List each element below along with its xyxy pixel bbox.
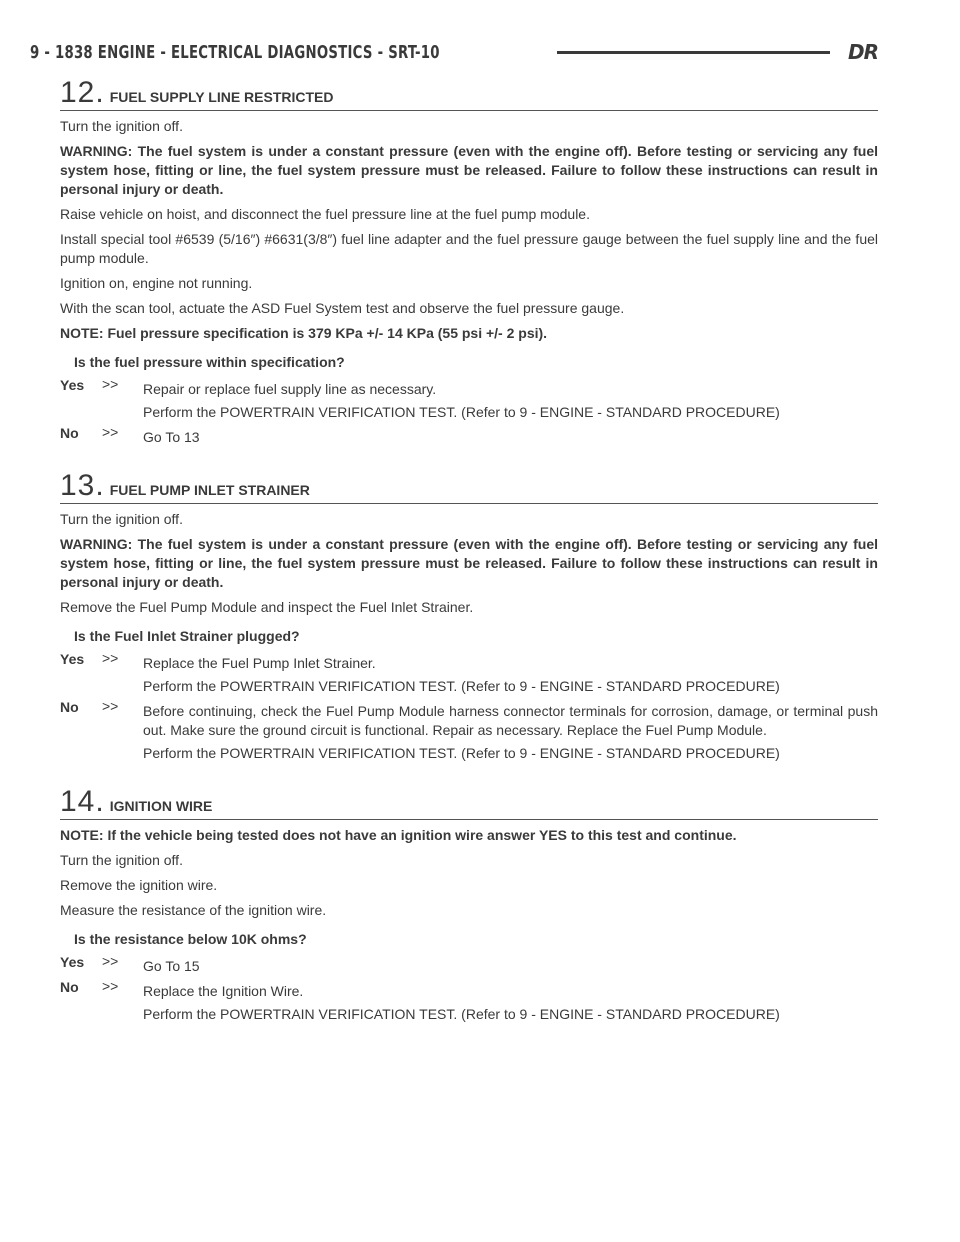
step-title: FUEL PUMP INLET STRAINER	[109, 482, 310, 498]
answer-text: Perform the POWERTRAIN VERIFICATION TEST. (Refer to 9 - ENGINE - STANDARD PROCEDURE)	[143, 678, 780, 694]
answer-yes	[60, 953, 878, 980]
step-question: Is the resistance below 10K ohms?	[74, 931, 307, 947]
answer-text: Replace the Ignition Wire.	[143, 983, 304, 999]
header-rule	[557, 51, 830, 54]
note-text: NOTE: If the vehicle being tested does not have an ignition wire answer YES to this test and continue.	[60, 827, 737, 843]
answer-label: No	[60, 425, 79, 441]
answer-text: Go To 15	[143, 958, 200, 974]
answer-yes	[60, 650, 878, 700]
instruction-text: Remove the ignition wire.	[60, 877, 218, 893]
instruction-text: Turn the ignition off.	[60, 852, 183, 868]
instruction-text: Ignition on, engine not running.	[60, 275, 253, 291]
answer-no	[60, 424, 878, 451]
warning-text: WARNING: The fuel system is under a constant pressure (even with the engine off). Before testing or servicing any fuel system hose, fitting or line, the fuel system pressure must be released. Failure to follow these instructions can result in personal injury or death.	[60, 536, 878, 590]
step-number: 12	[60, 76, 96, 109]
answer-arrow: >>	[102, 953, 119, 969]
answer-arrow: >>	[102, 376, 119, 392]
page-header	[30, 40, 878, 64]
answer-text: Repair or replace fuel supply line as necessary.	[143, 381, 437, 397]
answer-text: Perform the POWERTRAIN VERIFICATION TEST. (Refer to 9 - ENGINE - STANDARD PROCEDURE)	[143, 1006, 780, 1022]
answer-arrow: >>	[102, 424, 119, 440]
step-number: 13	[60, 469, 96, 502]
document-body	[60, 78, 878, 1030]
answer-label: No	[60, 979, 79, 995]
step-question: Is the Fuel Inlet Strainer plugged?	[74, 628, 300, 644]
step-title: IGNITION WIRE	[109, 798, 213, 814]
page-header-title: 9 - 1838 ENGINE - ELECTRICAL DIAGNOSTICS - SRT-10	[30, 41, 440, 63]
step-question: Is the fuel pressure within specification?	[74, 354, 345, 370]
step-heading: 12 . FUEL SUPPLY LINE RESTRICTED	[60, 78, 878, 111]
step-heading: 13 . FUEL PUMP INLET STRAINER	[60, 471, 878, 504]
instruction-text: Turn the ignition off.	[60, 511, 183, 527]
dr-logo: DR	[847, 40, 878, 64]
step-title: FUEL SUPPLY LINE RESTRICTED	[109, 89, 334, 105]
warning-text: WARNING: The fuel system is under a constant pressure (even with the engine off). Before testing or servicing any fuel system hose, fitting or line, the fuel system pressure must be released. Failure to follow these instructions can result in personal injury or death.	[60, 143, 878, 197]
answer-text: Perform the POWERTRAIN VERIFICATION TEST. (Refer to 9 - ENGINE - STANDARD PROCEDURE)	[143, 745, 780, 761]
answer-text: Perform the POWERTRAIN VERIFICATION TEST. (Refer to 9 - ENGINE - STANDARD PROCEDURE)	[143, 404, 780, 420]
step-14	[60, 787, 878, 1028]
answer-yes	[60, 376, 878, 426]
instruction-text: Install special tool #6539 (5/16″) #6631(3/8″) fuel line adapter and the fuel pressure gauge between the fuel supply line and the fuel pump module.	[60, 231, 878, 266]
answer-text: Replace the Fuel Pump Inlet Strainer.	[143, 655, 376, 671]
step-heading: 14 . IGNITION WIRE	[60, 787, 878, 820]
instruction-text: With the scan tool, actuate the ASD Fuel System test and observe the fuel pressure gauge.	[60, 300, 625, 316]
answer-arrow: >>	[102, 978, 119, 994]
note-text: NOTE: Fuel pressure specification is 379 KPa +/- 14 KPa (55 psi +/- 2 psi).	[60, 325, 548, 341]
answer-no	[60, 698, 878, 767]
answer-no	[60, 978, 878, 1028]
step-13	[60, 471, 878, 767]
answer-text: Before continuing, check the Fuel Pump Module harness connector terminals for corrosion, damage, or terminal push out. Make sure the ground circuit is functional. Repair as necessary. Replace the Fuel Pump Module.	[143, 703, 878, 738]
instruction-text: Measure the resistance of the ignition wire.	[60, 902, 327, 918]
answer-label: Yes	[60, 651, 85, 667]
answer-arrow: >>	[102, 698, 119, 714]
step-number: 14	[60, 785, 96, 818]
answer-label: No	[60, 699, 79, 715]
answer-label: Yes	[60, 954, 85, 970]
instruction-text: Remove the Fuel Pump Module and inspect the Fuel Inlet Strainer.	[60, 599, 474, 615]
instruction-text: Raise vehicle on hoist, and disconnect the fuel pressure line at the fuel pump module.	[60, 206, 590, 222]
answer-arrow: >>	[102, 650, 119, 666]
step-12	[60, 78, 878, 451]
instruction-text: Turn the ignition off.	[60, 118, 183, 134]
answer-label: Yes	[60, 377, 85, 393]
answer-text: Go To 13	[143, 429, 200, 445]
